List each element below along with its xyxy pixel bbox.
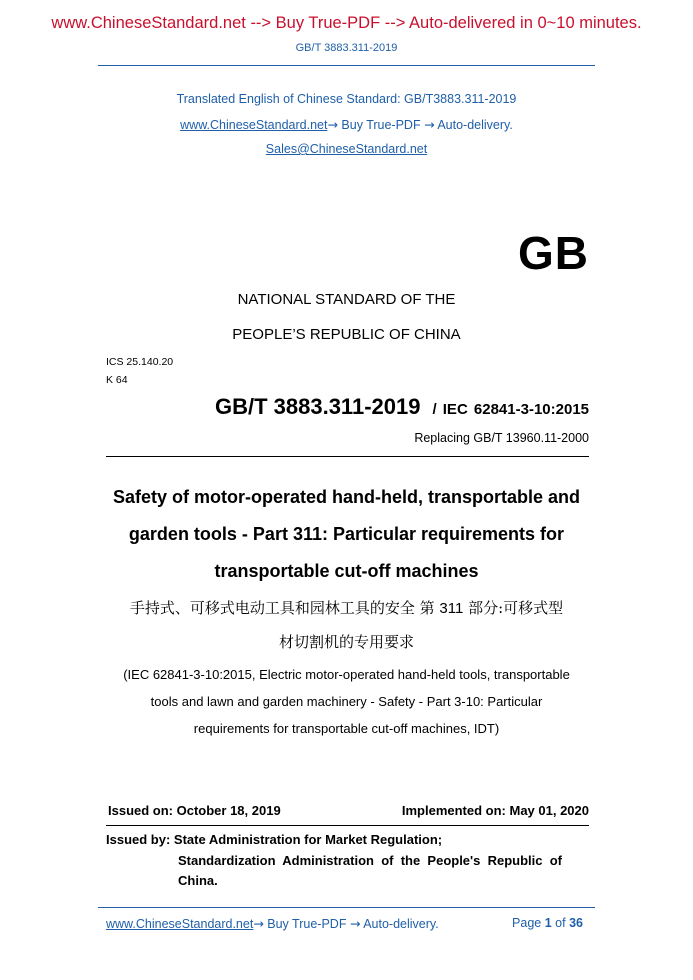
translation-buy-line — [0, 117, 693, 132]
iec-note-line-1: (IEC 62841-3-10:2015, Electric motor-operated hand-held tools, transportable — [123, 667, 570, 682]
title-divider — [106, 456, 589, 457]
ccs-code: K 64 — [106, 374, 128, 386]
iec-note-line-2: tools and lawn and garden machinery - Safety - Part 3-10: Particular — [150, 694, 543, 709]
page-indicator — [512, 916, 583, 930]
footer-promo — [106, 916, 439, 931]
buy-text: Buy True-PDF — [337, 118, 425, 132]
footer-buy-text: Buy True-PDF — [263, 917, 350, 931]
page-total: 36 — [569, 916, 583, 930]
iec-note-line-3: requirements for transportable cut-off machines, IDT) — [193, 721, 500, 736]
chinese-title-line-1 — [0, 597, 693, 618]
iec-prefix: IEC — [442, 401, 468, 418]
gb-number: GB/T 3883.311-2019 — [214, 394, 421, 419]
header-divider — [98, 65, 595, 66]
sales-email-link[interactable]: Sales@ChineseStandard.net — [265, 142, 428, 156]
of-label: of — [555, 916, 566, 930]
delivery-text: Auto-delivery. — [434, 118, 513, 132]
site-link[interactable]: www.ChineseStandard.net — [180, 118, 328, 132]
issued-by-label: Issued by: State Administration for Market Regulation; — [106, 832, 443, 847]
chinese-title-part: 手持式、可移式电动工具和园林工具的安全 第 — [129, 599, 435, 617]
gb-mark: GB — [518, 227, 589, 279]
right-arrow-icon: → — [424, 117, 435, 132]
slash: / — [432, 401, 437, 418]
ics-code: ICS 25.140.20 — [106, 356, 174, 368]
part-number: 311 — [439, 600, 464, 617]
running-header: GB/T 3883.311-2019 — [295, 42, 398, 54]
footer-divider — [98, 907, 595, 908]
right-arrow-icon: → — [327, 117, 338, 132]
replacing-note: Replacing GB/T 13960.11-2000 — [414, 431, 589, 445]
implemented-on: Implemented on: May 01, 2020 — [401, 803, 589, 818]
chinese-title-line-2: 材切割机的专用要求 — [278, 633, 414, 651]
translation-note: Translated English of Chinese Standard: GB/T3883.311-2019 — [176, 92, 517, 106]
page-label: Page — [512, 916, 542, 930]
issue-divider — [106, 825, 589, 826]
title-line-2: garden tools - Part 311: Particular requirements for — [128, 524, 565, 544]
right-arrow-icon: → — [349, 916, 361, 931]
issued-by-line-2: Standardization Administration of the People's Republic of — [178, 853, 562, 868]
standard-number — [215, 394, 589, 420]
chinese-title-part: 部分:可移式型 — [468, 599, 564, 617]
footer-site-link[interactable]: www.ChineseStandard.net — [106, 917, 254, 931]
national-line-1: NATIONAL STANDARD OF THE — [237, 291, 456, 308]
issued-on: Issued on: October 18, 2019 — [108, 803, 281, 818]
page-number: 1 — [544, 916, 552, 930]
issued-by-line-3: China. — [178, 873, 218, 888]
national-line-2: PEOPLE’S REPUBLIC OF CHINA — [232, 326, 461, 343]
promo-banner[interactable]: www.ChineseStandard.net --> Buy True-PDF --> Auto-delivered in 0~10 minutes. — [51, 14, 642, 32]
title-line-3: transportable cut-off machines — [214, 561, 479, 581]
email-line — [0, 142, 693, 156]
title-line-1: Safety of motor-operated hand-held, transportable and — [112, 487, 581, 507]
right-arrow-icon: → — [253, 916, 264, 931]
iec-number: 62841-3-10:2015 — [473, 401, 589, 418]
footer-delivery-text: Auto-delivery. — [360, 917, 439, 931]
